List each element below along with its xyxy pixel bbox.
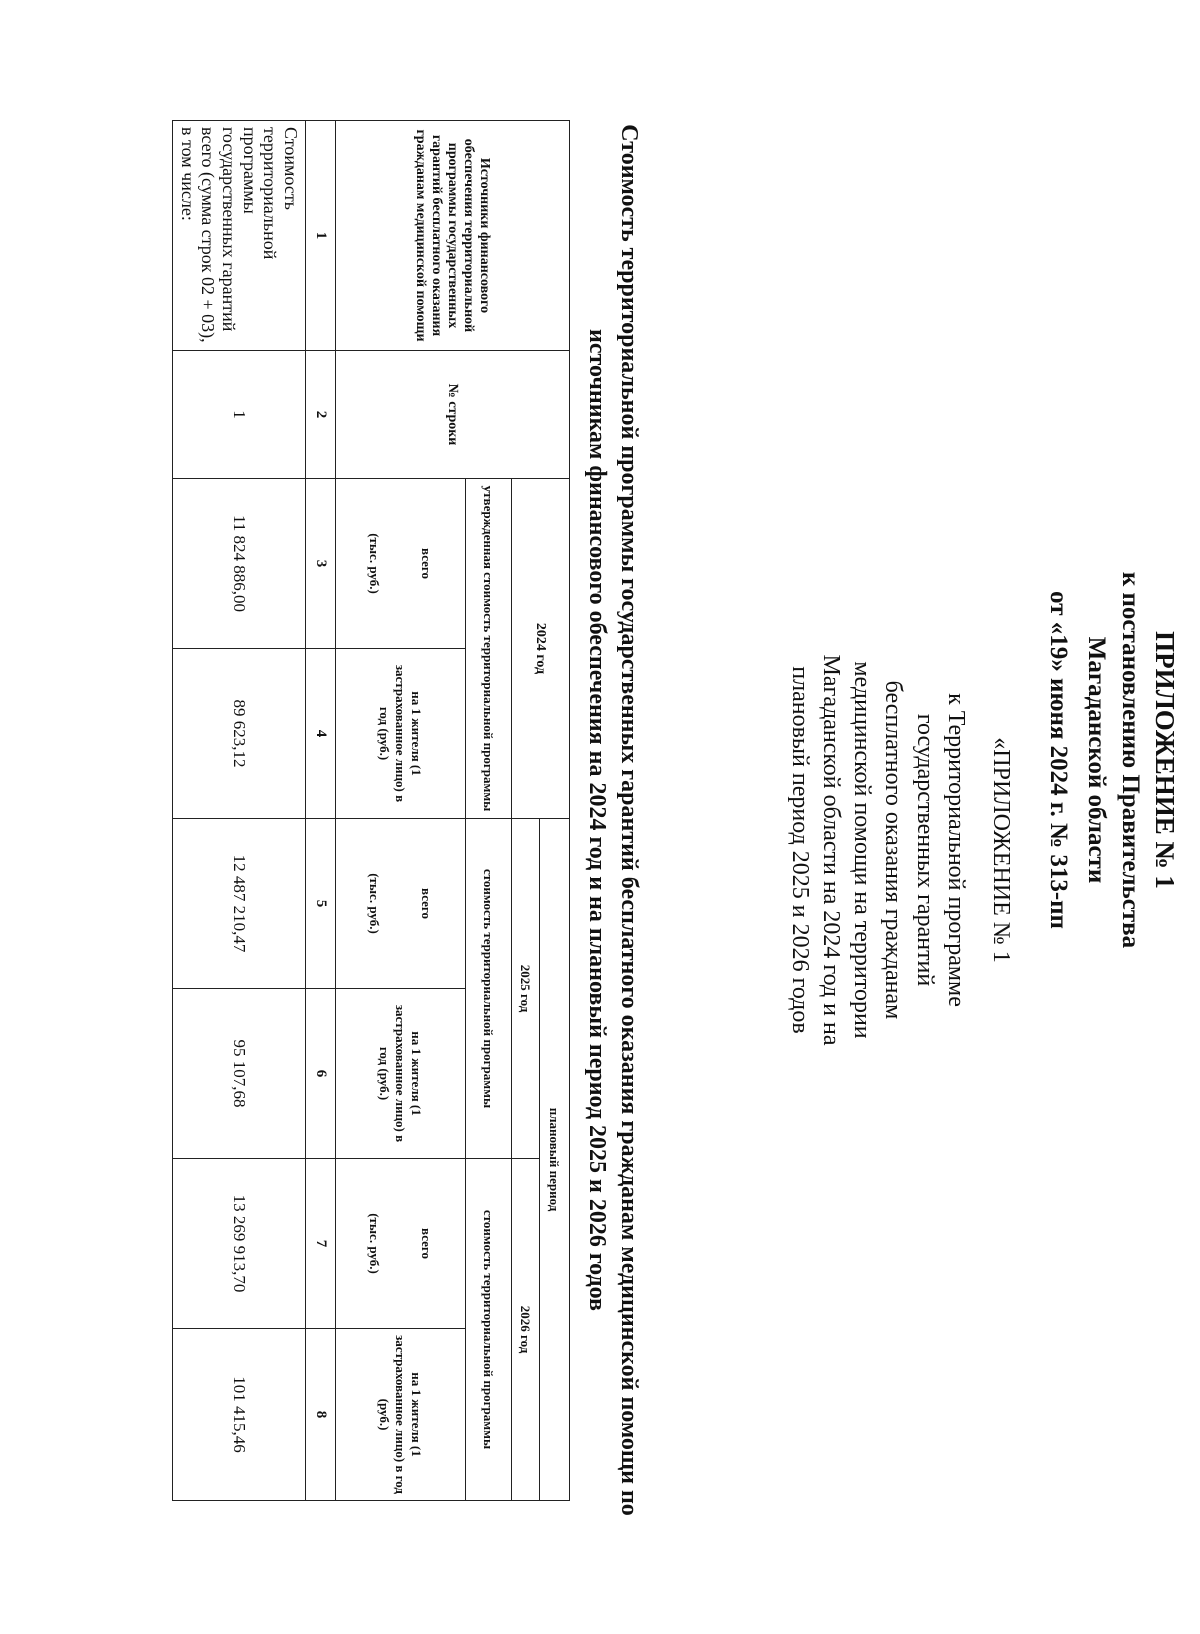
header-cost-2026: стоимость территориальной программы — [466, 1159, 512, 1501]
appendix-reference-line: медицинской помощи на территории — [849, 661, 876, 1039]
header-planned-period: плановый период — [540, 819, 570, 1501]
header-approved-cost: утвержденная стоимость территориальной программы — [466, 479, 512, 819]
header-year-2025: 2025 год — [512, 819, 540, 1159]
decree-line-2: Магаданской области — [1083, 636, 1110, 884]
header-year-2026: 2026 год — [512, 1159, 540, 1501]
column-number: 5 — [306, 819, 336, 989]
table-title — [581, 60, 644, 1580]
total-label: всего — [419, 548, 435, 579]
column-number: 3 — [306, 479, 336, 649]
column-number: 1 — [306, 121, 336, 351]
value-2026-total: 13 269 913,70 — [172, 1159, 305, 1329]
appendix-reference — [784, 550, 1016, 1150]
value-2024-total: 11 824 886,00 — [172, 479, 305, 649]
decree-line-1: к постановлению Правительства — [1117, 571, 1144, 949]
header-per-resident-2026: на 1 жителя (1 застрахованное лицо) в год (руб.) — [336, 1329, 466, 1501]
header-row-number: № строки — [336, 351, 570, 479]
header-cost-2025: стоимость территориальной программы — [466, 819, 512, 1159]
unit-label: (тыс. руб.) — [367, 1213, 383, 1274]
value-2025-total: 12 487 210,47 — [172, 819, 305, 989]
total-label: всего — [419, 1228, 435, 1259]
header-total-2025 — [336, 819, 466, 989]
table-title-line-1: Стоимость территориальной программы государственных гарантий бесплатного оказания гражданам медицинской помощи по — [616, 124, 642, 1516]
table-title-line-2: источникам финансового обеспечения на 2024 год и на плановый период 2025 и 2026 годов — [584, 329, 611, 1311]
unit-label: (тыс. руб.) — [367, 533, 383, 594]
appendix-reference-line: государственных гарантий — [911, 713, 938, 987]
cost-table — [172, 120, 570, 1501]
value-2026-per-resident: 101 415,46 — [172, 1329, 305, 1501]
header-total-2024 — [336, 479, 466, 649]
column-number: 4 — [306, 649, 336, 819]
table-row — [172, 121, 305, 1501]
appendix-reference-title: «ПРИЛОЖЕНИЕ № 1 — [988, 737, 1014, 963]
row-label: Стоимость территориальной программы государственных гарантий всего (сумма строк 02 + 03), в том числе: — [172, 121, 305, 351]
appendix-heading: ПРИЛОЖЕНИЕ № 1 — [1150, 631, 1180, 889]
header-total-2026 — [336, 1159, 466, 1329]
row-number: 1 — [172, 351, 305, 479]
column-number: 8 — [306, 1329, 336, 1501]
appendix-reference-line: Магаданской области на 2024 год и на — [818, 654, 845, 1046]
column-number: 6 — [306, 989, 336, 1159]
header-source: Источники финансового обеспечения территориальной программы государственных гарантий бесплатного оказания гражданам медицинской помощи — [336, 121, 570, 351]
appendix-reference-line: к Территориальной программе — [942, 693, 969, 1007]
appendix-reference-line: бесплатного оказания гражданам — [880, 680, 907, 1020]
header-per-resident-2024: на 1 жителя (1 застрахованное лицо) в год (руб.) — [336, 649, 466, 819]
unit-label: (тыс. руб.) — [367, 873, 383, 934]
value-2025-per-resident: 95 107,68 — [172, 989, 305, 1159]
header-per-resident-2025: на 1 жителя (1 застрахованное лицо) в год (руб.) — [336, 989, 466, 1159]
column-number: 7 — [306, 1159, 336, 1329]
appendix-reference-line: плановый период 2025 и 2026 годов — [786, 666, 813, 1034]
column-number: 2 — [306, 351, 336, 479]
header-year-2024: 2024 год — [512, 479, 570, 819]
total-label: всего — [419, 888, 435, 919]
decree-date-number: от «19» июня 2024 г. № 313-пп — [1045, 591, 1072, 929]
value-2024-per-resident: 89 623,12 — [172, 649, 305, 819]
